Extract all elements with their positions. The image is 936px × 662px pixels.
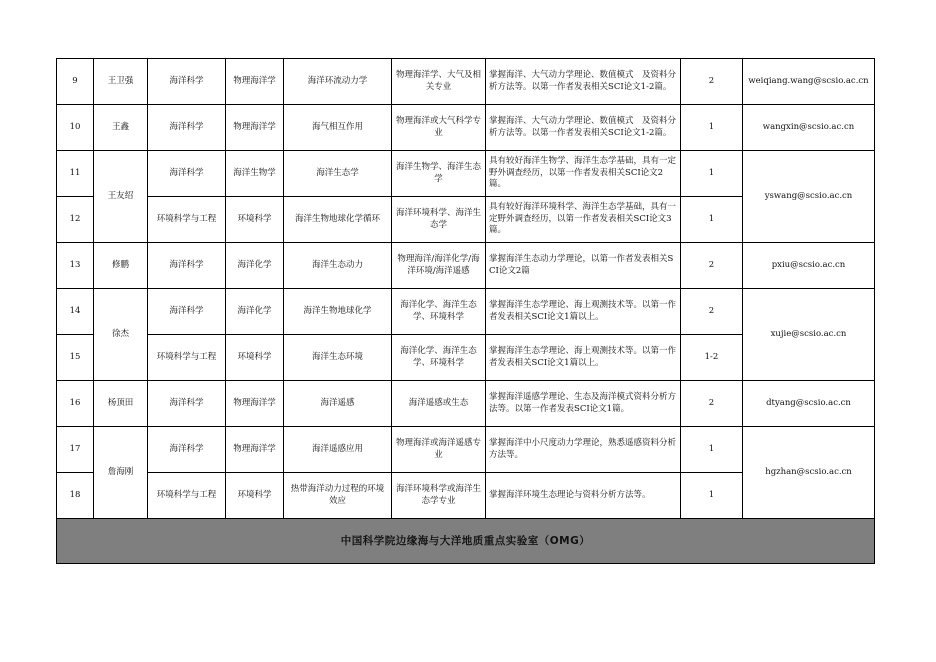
- row-number: 10: [57, 105, 94, 151]
- research-direction: 海洋遥感: [284, 381, 392, 427]
- table-row: [57, 381, 875, 427]
- supervisor-name: 王鑫: [94, 105, 148, 151]
- supervisor-name: 修鹏: [94, 243, 148, 289]
- contact-email: pxiu@scsio.ac.cn: [743, 243, 875, 289]
- major-requirement: 海洋遥感或生态: [392, 381, 486, 427]
- table-row: [57, 243, 875, 289]
- major-requirement: 海洋化学、海洋生态学、环境科学: [392, 289, 486, 335]
- major-requirement: 物理海洋或大气科学专业: [392, 105, 486, 151]
- quota-count: 2: [681, 243, 743, 289]
- row-number: 12: [57, 197, 94, 243]
- research-direction: 海洋环流动力学: [284, 59, 392, 105]
- supervisor-name: 徐杰: [94, 289, 148, 381]
- sub-discipline: 环境科学: [226, 335, 284, 381]
- quota-count: 1: [681, 197, 743, 243]
- section-banner-row: [57, 519, 875, 564]
- major-requirement: 海洋化学、海洋生态学、环境科学: [392, 335, 486, 381]
- qualification-requirement: 掌握海洋、大气动力学理论、数值模式 及资料分析方法等。以第一作者发表相关SCI论文1-2篇。: [486, 105, 681, 151]
- row-number: 11: [57, 151, 94, 197]
- recruitment-table: [56, 58, 875, 564]
- section-banner: 中国科学院边缘海与大洋地质重点实验室（OMG）: [57, 519, 875, 564]
- contact-email: dtyang@scsio.ac.cn: [743, 381, 875, 427]
- research-direction: 海洋遥感应用: [284, 427, 392, 473]
- table-row: [57, 59, 875, 105]
- discipline-category: 海洋科学: [148, 289, 226, 335]
- row-number: 17: [57, 427, 94, 473]
- qualification-requirement: 具有较好海洋环境科学、海洋生态学基础，具有一定野外调查经历，以第一作者发表相关SCI论文3篇。: [486, 197, 681, 243]
- research-direction: 海气相互作用: [284, 105, 392, 151]
- table-row: [57, 427, 875, 473]
- sub-discipline: 物理海洋学: [226, 381, 284, 427]
- quota-count: 1: [681, 105, 743, 151]
- qualification-requirement: 掌握海洋生态学理论、海上观测技术等。以第一作者发表相关SCI论文1篇以上。: [486, 289, 681, 335]
- discipline-category: 海洋科学: [148, 151, 226, 197]
- contact-email: weiqiang.wang@scsio.ac.cn: [743, 59, 875, 105]
- row-number: 15: [57, 335, 94, 381]
- discipline-category: 海洋科学: [148, 381, 226, 427]
- sub-discipline: 海洋生物学: [226, 151, 284, 197]
- supervisor-name: 杨顶田: [94, 381, 148, 427]
- qualification-requirement: 掌握海洋生态动力学理论，以第一作者发表相关SCI论文2篇: [486, 243, 681, 289]
- quota-count: 1-2: [681, 335, 743, 381]
- table-row: [57, 105, 875, 151]
- discipline-category: 海洋科学: [148, 243, 226, 289]
- discipline-category: 环境科学与工程: [148, 473, 226, 519]
- contact-email: yswang@scsio.ac.cn: [743, 151, 875, 243]
- sub-discipline: 物理海洋学: [226, 59, 284, 105]
- sub-discipline: 海洋化学: [226, 289, 284, 335]
- quota-count: 2: [681, 59, 743, 105]
- major-requirement: 物理海洋学、大气及相关专业: [392, 59, 486, 105]
- quota-count: 1: [681, 151, 743, 197]
- sub-discipline: 物理海洋学: [226, 427, 284, 473]
- row-number: 18: [57, 473, 94, 519]
- discipline-category: 海洋科学: [148, 59, 226, 105]
- quota-count: 2: [681, 381, 743, 427]
- sub-discipline: 环境科学: [226, 473, 284, 519]
- research-direction: 海洋生态环境: [284, 335, 392, 381]
- contact-email: xujie@scsio.ac.cn: [743, 289, 875, 381]
- contact-email: wangxin@scsio.ac.cn: [743, 105, 875, 151]
- research-direction: 海洋生物地球化学循环: [284, 197, 392, 243]
- contact-email: hgzhan@scsio.ac.cn: [743, 427, 875, 519]
- table-row: [57, 151, 875, 197]
- discipline-category: 海洋科学: [148, 427, 226, 473]
- research-direction: 海洋生态学: [284, 151, 392, 197]
- qualification-requirement: 具有较好海洋生物学、海洋生态学基础，具有一定野外调查经历，以第一作者发表相关SCI论文2篇。: [486, 151, 681, 197]
- table-row: [57, 289, 875, 335]
- major-requirement: 海洋环境科学、海洋生态学: [392, 197, 486, 243]
- major-requirement: 海洋环境科学或海洋生态学专业: [392, 473, 486, 519]
- quota-count: 1: [681, 427, 743, 473]
- row-number: 9: [57, 59, 94, 105]
- major-requirement: 海洋生物学、海洋生态学: [392, 151, 486, 197]
- supervisor-name: 王卫强: [94, 59, 148, 105]
- research-direction: 热带海洋动力过程的环境效应: [284, 473, 392, 519]
- sub-discipline: 海洋化学: [226, 243, 284, 289]
- major-requirement: 物理海洋或海洋遥感专业: [392, 427, 486, 473]
- quota-count: 2: [681, 289, 743, 335]
- supervisor-name: 詹海刚: [94, 427, 148, 519]
- qualification-requirement: 掌握海洋中小尺度动力学理论，熟悉遥感资料分析方法等。: [486, 427, 681, 473]
- row-number: 14: [57, 289, 94, 335]
- qualification-requirement: 掌握海洋环境生态理论与资料分析方法等。: [486, 473, 681, 519]
- qualification-requirement: 掌握海洋遥感学理论、生态及海洋模式资料分析方法等。以第一作者发表SCI论文1篇。: [486, 381, 681, 427]
- row-number: 13: [57, 243, 94, 289]
- sub-discipline: 物理海洋学: [226, 105, 284, 151]
- major-requirement: 物理海洋/海洋化学/海洋环境/海洋遥感: [392, 243, 486, 289]
- qualification-requirement: 掌握海洋、大气动力学理论、数值模式 及资料分析方法等。以第一作者发表相关SCI论文1-2篇。: [486, 59, 681, 105]
- quota-count: 1: [681, 473, 743, 519]
- research-direction: 海洋生物地球化学: [284, 289, 392, 335]
- discipline-category: 环境科学与工程: [148, 335, 226, 381]
- discipline-category: 环境科学与工程: [148, 197, 226, 243]
- research-direction: 海洋生态动力: [284, 243, 392, 289]
- sub-discipline: 环境科学: [226, 197, 284, 243]
- discipline-category: 海洋科学: [148, 105, 226, 151]
- qualification-requirement: 掌握海洋生态学理论、海上观测技术等。以第一作者发表相关SCI论文1篇以上。: [486, 335, 681, 381]
- supervisor-name: 王友绍: [94, 151, 148, 243]
- row-number: 16: [57, 381, 94, 427]
